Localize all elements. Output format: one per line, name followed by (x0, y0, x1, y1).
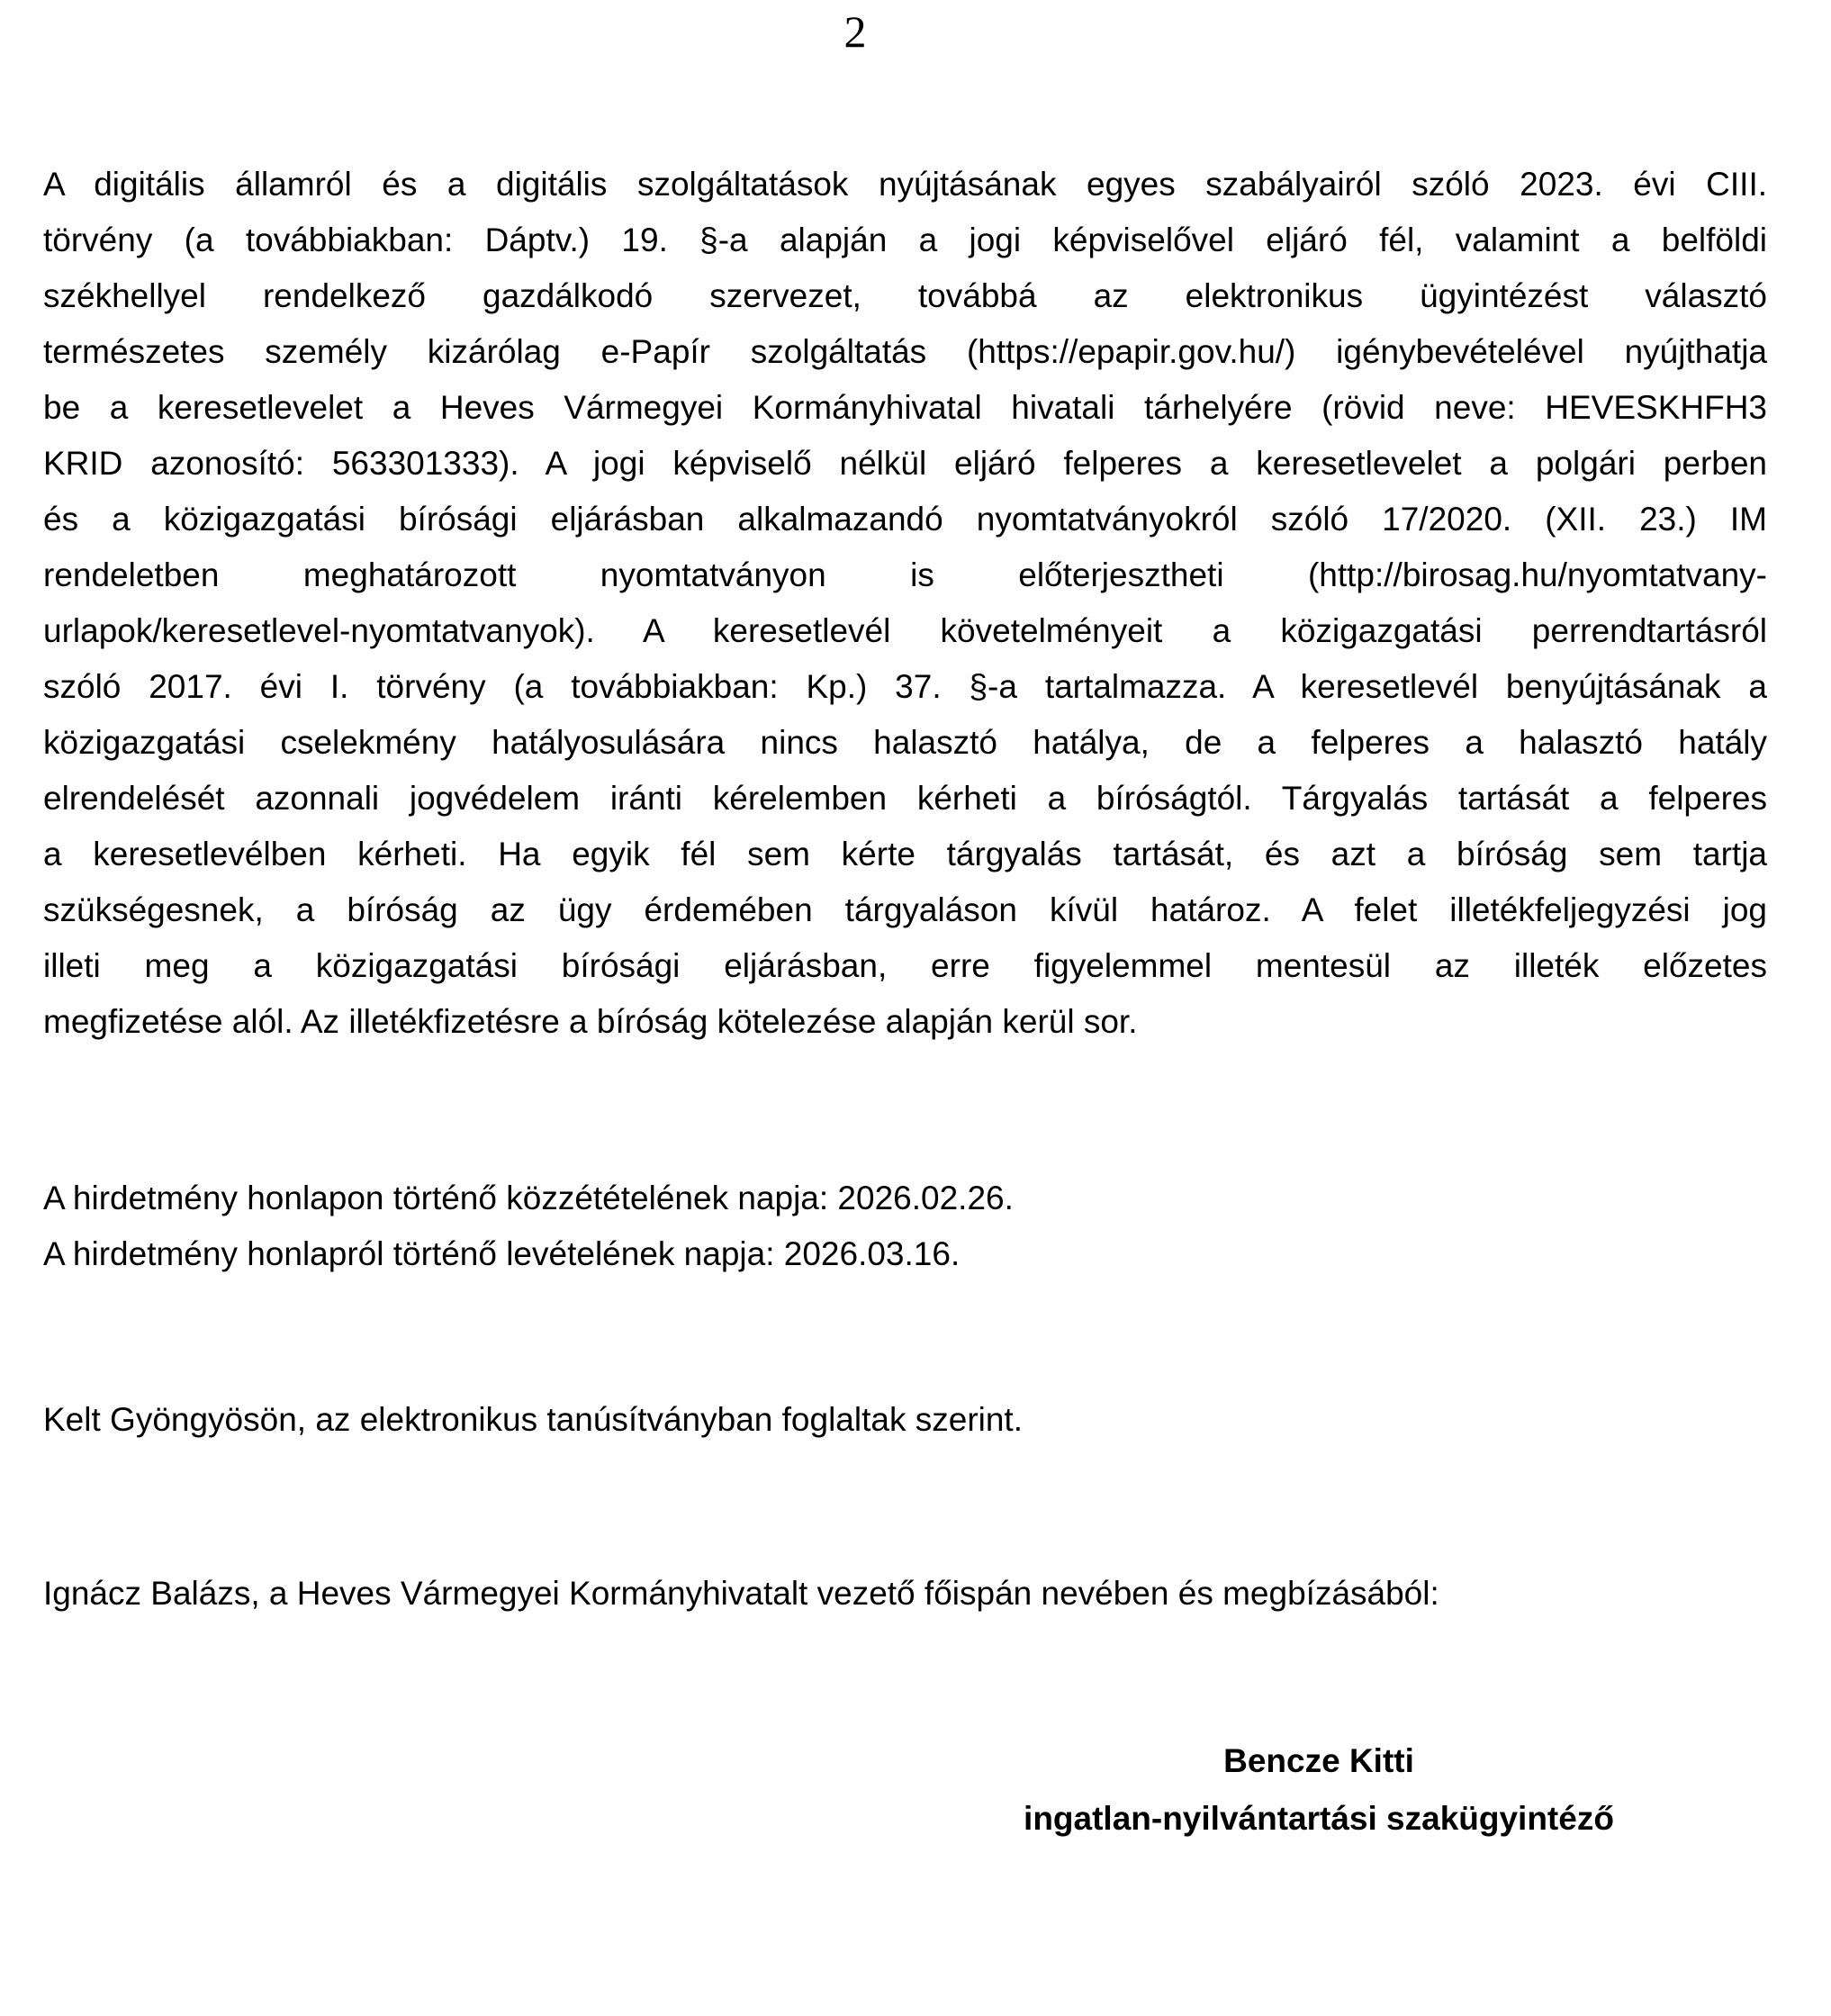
paragraph-line: szóló 2017. évi I. törvény (a továbbiakban: Kp.) 37. §-a tartalmazza. A keresetlevél benyújtásának a (43, 668, 1767, 705)
paragraph-line: illeti meg a közigazgatási bírósági eljárásban, erre figyelemmel mentesül az illeték előzetes (43, 947, 1767, 984)
authority-delegation-line: Ignácz Balázs, a Heves Vármegyei Kormányhivatalt vezető főispán nevében és megbízásából: (43, 1575, 1439, 1612)
signature-block (914, 1732, 1724, 1848)
paragraph-line: rendeletben meghatározott nyomtatványon is előterjesztheti (http://birosag.hu/nyomtatvany- (43, 556, 1767, 593)
signatory-title: ingatlan-nyilvántartási szakügyintéző (1024, 1800, 1614, 1837)
removal-date-line: A hirdetmény honlapról történő levételének napja: 2026.03.16. (43, 1235, 961, 1272)
paragraph-line: be a keresetlevelet a Heves Vármegyei Kormányhivatal hivatali tárhelyére (rövid neve: HEVESKHFH3 (43, 389, 1767, 426)
page-number: 2 (843, 6, 867, 57)
paragraph-line: a keresetlevélben kérheti. Ha egyik fél sem kérte tárgyalás tartását, és azt a bíróság sem tartja (43, 836, 1767, 872)
paragraph-line: természetes személy kizárólag e-Papír szolgáltatás (https://epapir.gov.hu/) igénybevételével nyújthatja (43, 333, 1767, 370)
signatory-name: Bencze Kitti (1223, 1742, 1414, 1779)
paragraph-line: szükségesnek, a bíróság az ügy érdemében tárgyaláson kívül határoz. A felet illetékfeljegyzési jog (43, 891, 1767, 928)
paragraph-line: megfizetése alól. Az illetékfizetésre a bíróság kötelezése alapján kerül sor. (43, 1003, 1138, 1040)
paragraph-line: KRID azonosító: 563301333). A jogi képviselő nélkül eljáró felperes a keresetlevelet a polgári perben (43, 445, 1767, 482)
publication-date-line: A hirdetmény honlapon történő közzétételének napja: 2026.02.26. (43, 1180, 1014, 1216)
paragraph-line: urlapok/keresetlevel-nyomtatvanyok). A keresetlevél követelményeit a közigazgatási perrendtartásról (43, 612, 1767, 649)
legal-paragraph (43, 157, 1767, 1050)
paragraph-line: és a közigazgatási bírósági eljárásban alkalmazandó nyomtatványokról szóló 17/2020. (XII. 23.) IM (43, 501, 1767, 538)
paragraph-line: törvény (a továbbiakban: Dáptv.) 19. §-a alapján a jogi képviselővel eljáró fél, valamint a belföldi (43, 221, 1767, 258)
place-of-issue-line: Kelt Gyöngyösön, az elektronikus tanúsítványban foglaltak szerint. (43, 1401, 1023, 1438)
paragraph-line: A digitális államról és a digitális szolgáltatások nyújtásának egyes szabályairól szóló 2023. évi CIII. (43, 166, 1767, 203)
publication-dates (43, 1171, 1767, 1282)
paragraph-line: székhellyel rendelkező gazdálkodó szervezet, továbbá az elektronikus ügyintézést választó (43, 277, 1767, 314)
paragraph-line: elrendelését azonnali jogvédelem iránti kérelemben kérheti a bíróságtól. Tárgyalás tartását a felperes (43, 780, 1767, 817)
paragraph-line: közigazgatási cselekmény hatályosulására nincs halasztó hatálya, de a felperes a halasztó hatály (43, 724, 1767, 761)
